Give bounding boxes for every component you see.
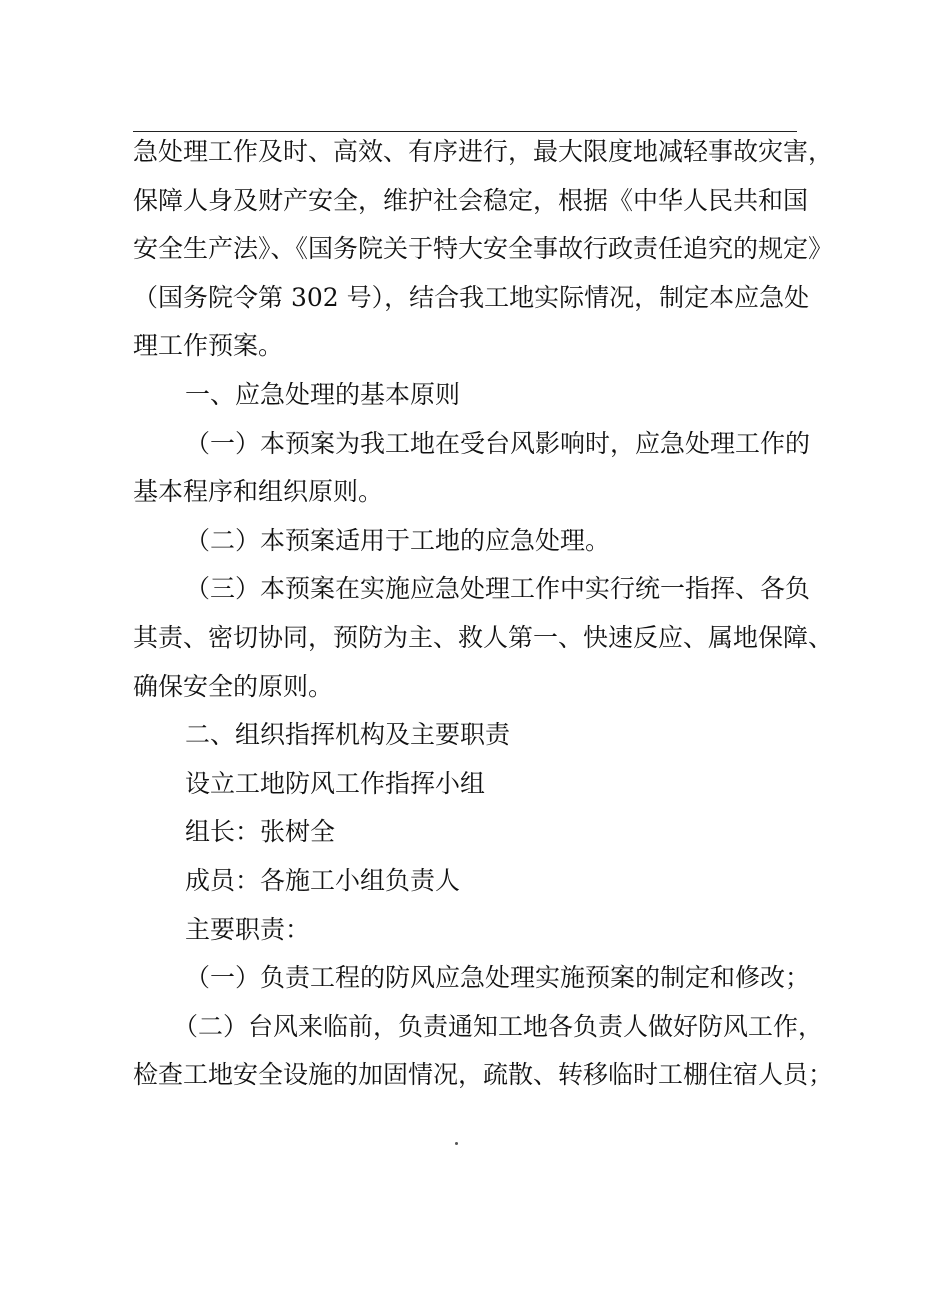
leader-line: 组长：张树全 (185, 817, 336, 847)
paragraph-line: （国务院令第 302 号），结合我工地实际情况，制定本应急处 (133, 282, 810, 312)
paragraph-line: 检查工地安全设施的加固情况，疏散、转移临时工棚住宿人员； (133, 1060, 834, 1090)
paragraph-line: （二）台风来临前，负责通知工地各负责人做好防风工作， (173, 1011, 824, 1041)
paragraph-line: （一）本预案为我工地在受台风影响时，应急处理工作的 (185, 428, 811, 458)
paragraph-line: 确保安全的原则。 (133, 671, 334, 701)
paragraph-line: 理工作预案。 (133, 331, 284, 361)
paragraph-line: 其责、密切协同，预防为主、救人第一、快速反应、属地保障、 (133, 622, 834, 652)
paragraph-line: （二）本预案适用于工地的应急处理。 (185, 525, 611, 555)
document-body (133, 128, 834, 1100)
page-marker-dot (455, 1142, 458, 1145)
paragraph-line: 基本程序和组织原则。 (133, 477, 384, 507)
paragraph-line: （三）本预案在实施应急处理工作中实行统一指挥、各负 (185, 574, 811, 604)
paragraph-line: 保障人身及财产安全，维护社会稳定，根据《中华人民共和国 (133, 185, 809, 215)
paragraph-line: 急处理工作及时、高效、有序进行，最大限度地减轻事故灾害， (133, 137, 834, 166)
section-heading-organization: 二、组织指挥机构及主要职责 (185, 720, 511, 750)
paragraph-line: （一）负责工程的防风应急处理实施预案的制定和修改； (185, 963, 811, 993)
duties-heading: 主要职责： (185, 914, 311, 944)
paragraph-line: 设立工地防风工作指挥小组 (185, 768, 486, 798)
section-heading-principles: 一、应急处理的基本原则 (185, 379, 461, 409)
members-line: 成员：各施工小组负责人 (185, 865, 461, 895)
paragraph-line: 安全生产法》、《国务院关于特大安全事故行政责任追究的规定》 (133, 234, 834, 264)
